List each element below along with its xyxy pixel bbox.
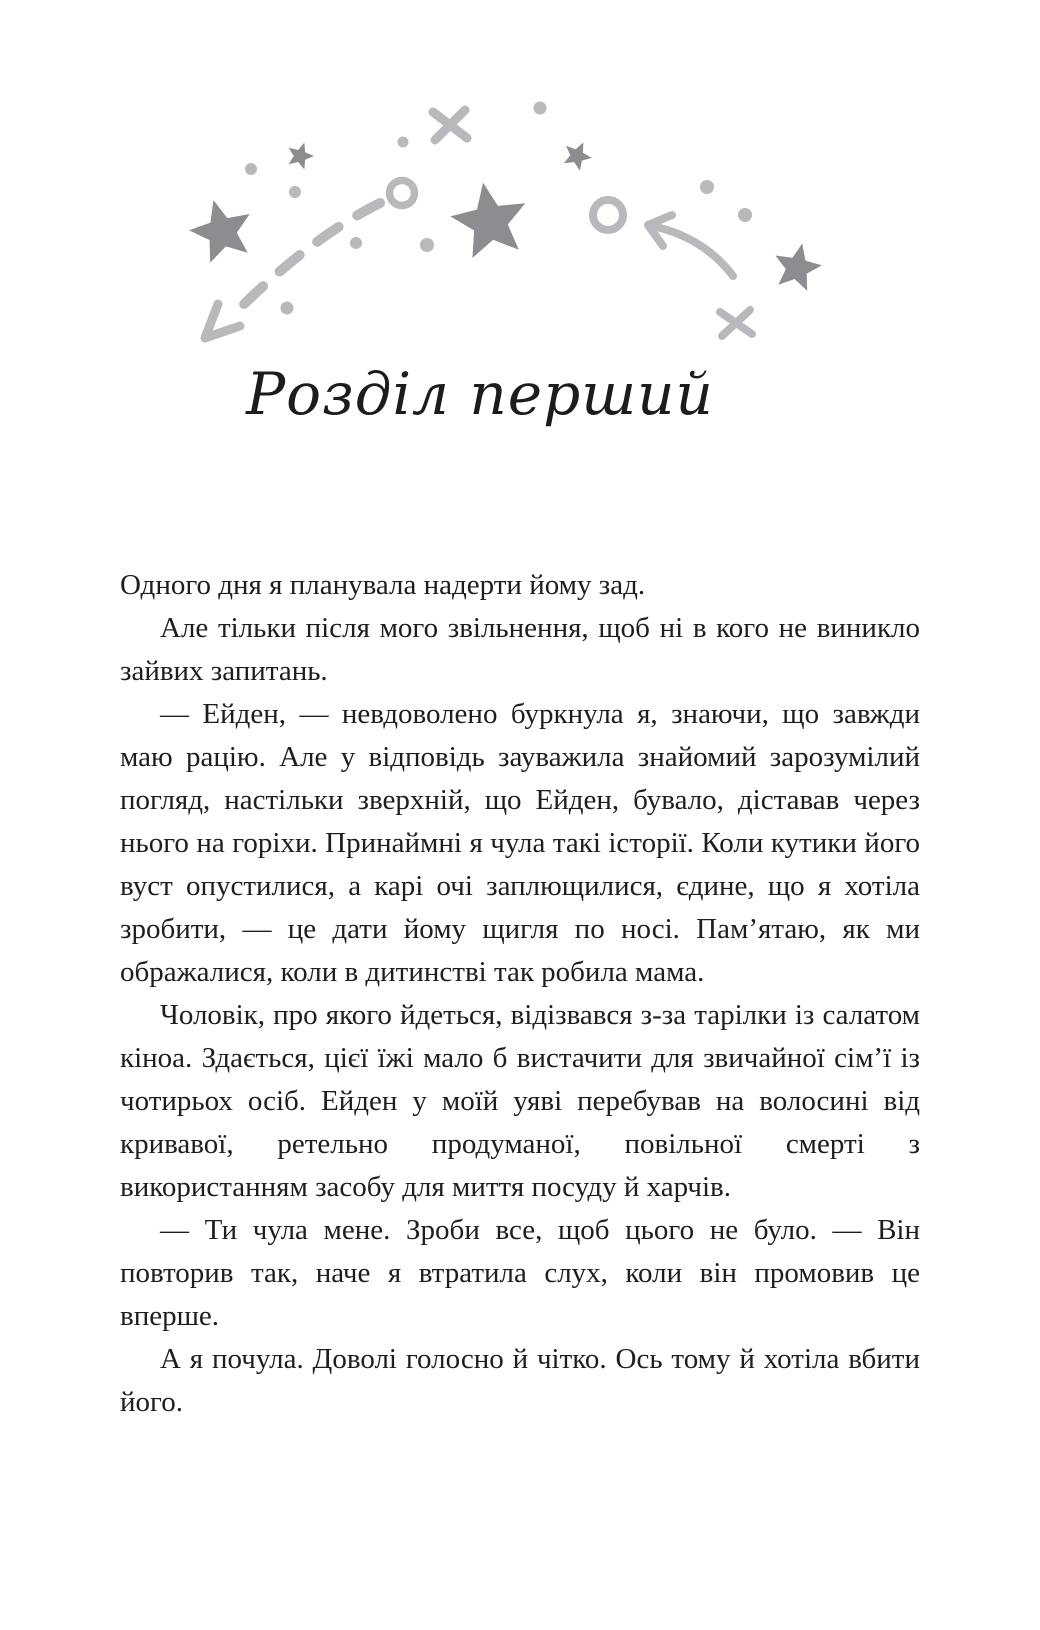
body-paragraph: А я почула. Доволі голосно й чітко. Ось тому й хотіла вбити його. — [120, 1343, 920, 1418]
ring-icon — [390, 181, 415, 206]
body-paragraph: Але тільки після мого звільнення, щоб ні в кого не виникло зайвих запитань. — [120, 612, 920, 687]
ring-icon — [593, 200, 623, 230]
dot-icon — [700, 180, 714, 194]
body-text — [120, 564, 920, 1424]
star-icon — [284, 139, 317, 171]
dot-icon — [350, 237, 362, 249]
body-paragraph: — Ти чула мене. Зроби все, щоб цього не було. — Він повторив так, наче я втратила слух, коли він промовив це вперше. — [120, 1214, 920, 1332]
star-icon — [559, 136, 596, 173]
body-paragraph: Одного дня я планувала надерти йому зад. — [120, 569, 646, 601]
star-icon — [770, 239, 826, 293]
dashed-trail-icon — [235, 203, 380, 313]
star-icon — [446, 176, 533, 260]
body-paragraph: — Ейден, — невдоволено буркнула я, знаючи, що завжди маю рацію. Але у відповідь зауважила знайомий зарозумілий погляд, настільки зверхній, що Ейден, бувало, діставав через нього на горіхи. Принаймні я чула такі історії. Коли кутики його вуст опустилися, а карі очі заплющилися, єдине, що я хотіла зробити, — це дати йому щигля по носі. Пам’ятаю, як ми ображалися, коли в дитинстві так робила мама. — [120, 698, 920, 988]
dot-icon — [738, 208, 752, 222]
dot-icon — [398, 137, 409, 148]
star-icon — [183, 192, 259, 266]
dot-icon — [534, 102, 547, 115]
body-paragraph: Чоловік, про якого йдеться, відізвався з-за тарілки із салатом кіноа. Здається, цієї їжі мало б вистачити для звичайної сім’ї із чотирьох осіб. Ейден у моїй уяві перебував на волосині від кривавої, ретельно продуманої, повільної смерті з використанням засобу для миття посуду й харчів. — [120, 999, 920, 1203]
x-mark-icon — [433, 110, 467, 140]
x-mark-icon — [720, 310, 752, 336]
dot-icon — [245, 163, 257, 175]
arrowhead-icon — [205, 304, 240, 338]
dot-icon — [281, 302, 294, 315]
curved-arrow-icon — [648, 215, 733, 276]
chapter-title: Розділ перший — [246, 360, 714, 428]
dot-icon — [289, 186, 301, 198]
stars-doodle-decoration — [180, 88, 830, 343]
dot-icon — [420, 238, 434, 252]
